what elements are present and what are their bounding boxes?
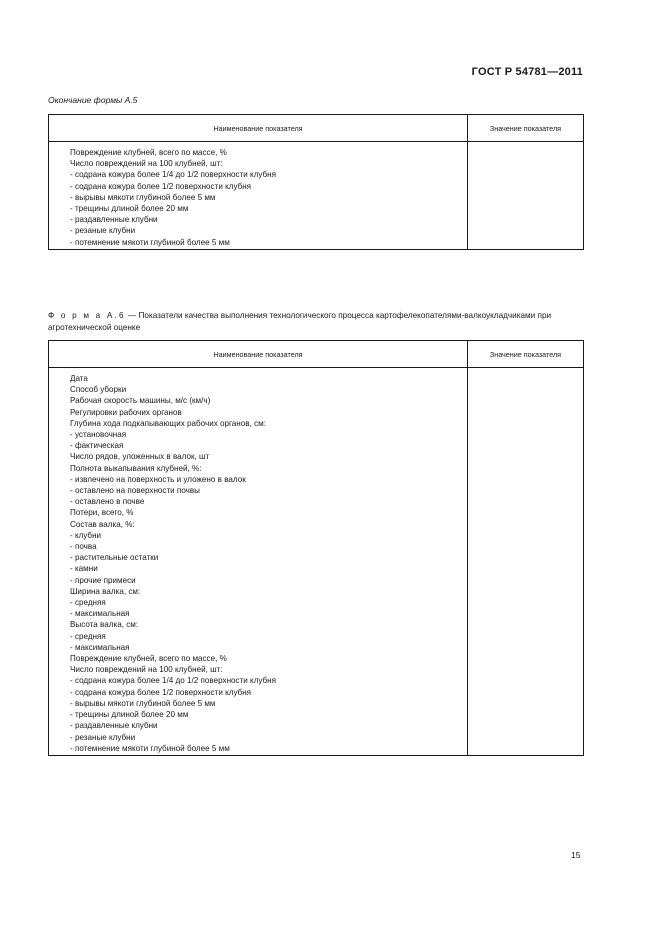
form-a6-title: — Показатели качества выполнения технологического процесса картофелекопателями-валкоукладчиками при агротехнической оценке <box>48 311 552 332</box>
indicator-row: Дата <box>70 374 88 383</box>
form-a6-label: Ф о р м а А.6 <box>48 311 126 320</box>
indicator-row: Повреждение клубней, всего по массе, % <box>70 148 227 157</box>
indicator-row: - содрана кожура более 1/4 до 1/2 поверхности клубня <box>70 170 277 180</box>
indicator-list <box>49 142 467 248</box>
indicator-row: - растительные остатки <box>70 553 159 563</box>
indicator-row: - трещины длиной более 20 мм <box>70 710 189 720</box>
indicator-values-cell <box>468 368 584 756</box>
indicator-row: - раздавленные клубни <box>70 721 158 731</box>
indicator-row: - средняя <box>70 598 106 608</box>
indicator-values-cell <box>468 142 584 250</box>
indicator-row: - извлечено на поверхность и уложено в валок <box>70 474 246 484</box>
indicator-names-cell <box>49 142 468 250</box>
indicator-row: - максимальная <box>70 642 130 652</box>
indicator-row: Высота валка, см: <box>70 620 139 630</box>
column-header-name: Наименование показателя <box>49 341 468 368</box>
indicator-row: - оставлено на поверхности почвы <box>70 486 200 496</box>
form-a5-table <box>48 114 584 250</box>
table-body-row <box>49 368 584 756</box>
indicator-row: - резаные клубни <box>70 226 136 236</box>
page-number: 15 <box>571 850 581 860</box>
indicator-row: - максимальная <box>70 609 130 619</box>
indicator-row: Регулировки рабочих органов <box>70 407 182 417</box>
indicator-row: - вырывы мякоти глубиной более 5 мм <box>70 192 216 202</box>
form-a6-table <box>48 340 584 756</box>
indicator-row: Число повреждений на 100 клубней, шт: <box>70 665 223 675</box>
indicator-row: - трещины длиной более 20 мм <box>70 204 189 214</box>
indicator-row: Потери, всего, % <box>70 508 134 518</box>
indicator-row: Способ уборки <box>70 385 127 395</box>
indicator-row: - клубни <box>70 530 102 540</box>
indicator-row: Число повреждений на 100 клубней, шт: <box>70 159 223 169</box>
indicator-list <box>49 368 467 754</box>
column-header-value: Значение показателя <box>468 341 584 368</box>
document-code: ГОСТ Р 54781—2011 <box>471 66 583 78</box>
indicator-row: - средняя <box>70 631 106 641</box>
column-header-value: Значение показателя <box>468 115 584 142</box>
indicator-row: - содрана кожура более 1/2 поверхности клубня <box>70 687 252 697</box>
indicator-row: - потемнение мякоти глубиной более 5 мм <box>70 237 230 247</box>
indicator-row: - почва <box>70 542 97 552</box>
column-header-name: Наименование показателя <box>49 115 468 142</box>
indicator-row: - потемнение мякоти глубиной более 5 мм <box>70 743 230 753</box>
indicator-row: - содрана кожура более 1/2 поверхности клубня <box>70 181 252 191</box>
form-a5-continuation-caption: Окончание формы А.5 <box>48 95 138 105</box>
form-a6-caption <box>48 310 582 333</box>
indicator-row: Число рядов, уложенных в валок, шт <box>70 452 210 462</box>
indicator-row: - камни <box>70 564 98 574</box>
indicator-row: - оставлено в почве <box>70 497 145 507</box>
indicator-row: - содрана кожура более 1/4 до 1/2 поверхности клубня <box>70 676 277 686</box>
table-body-row <box>49 142 584 250</box>
table-header-row <box>49 341 584 368</box>
indicator-row: - прочие примеси <box>70 575 136 585</box>
indicator-row: Повреждение клубней, всего по массе, % <box>70 654 227 664</box>
indicator-row: Рабочая скорость машины, м/с (км/ч) <box>70 396 211 406</box>
indicator-row: Ширина валка, см: <box>70 586 141 596</box>
indicator-row: Глубина хода подкапывающих рабочих органов, см: <box>70 418 266 428</box>
indicator-row: - резаные клубни <box>70 732 136 742</box>
indicator-row: - установочная <box>70 430 127 440</box>
indicator-row: - фактическая <box>70 441 124 451</box>
indicator-row: Состав валка, %: <box>70 519 135 529</box>
table-header-row <box>49 115 584 142</box>
indicator-row: - раздавленные клубни <box>70 215 158 225</box>
indicator-row: Полнота выкапывания клубней, %: <box>70 463 202 473</box>
indicator-names-cell <box>49 368 468 756</box>
indicator-row: - вырывы мякоти глубиной более 5 мм <box>70 698 216 708</box>
